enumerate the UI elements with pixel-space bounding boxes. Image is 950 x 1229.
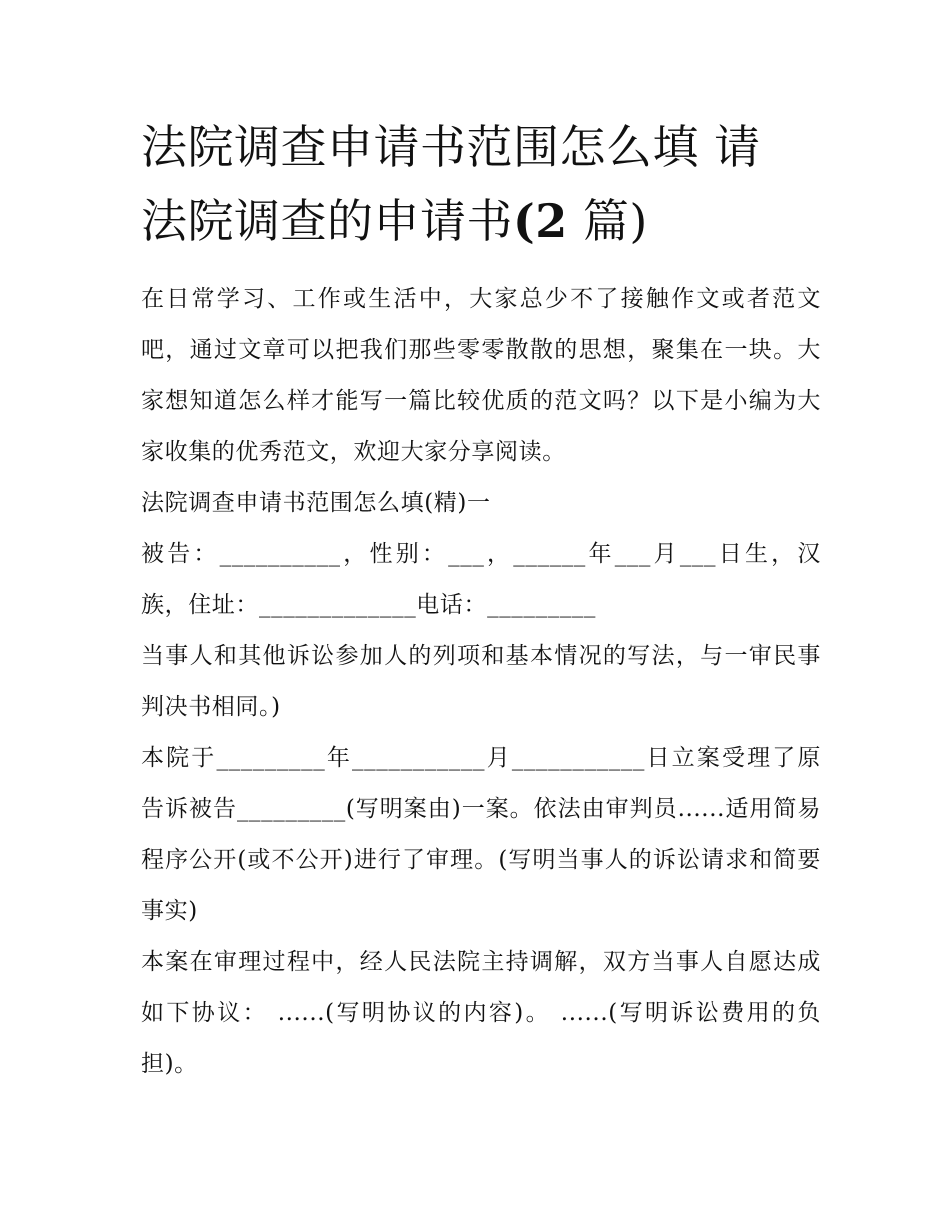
case-acceptance-paragraph: 本院于_________年___________月___________日立案受理了原告诉被告_________(写明案由)一案。依法由审判员......适用简易程序公开(或不公开)进行了审理。(写明当事人的诉讼请求和简要事实) xyxy=(141,745,821,924)
title-line-2-prefix: 法院调查的申请书 xyxy=(141,194,513,248)
defendant-info-paragraph: 被告：__________，性别：___，______年___月___日生，汉族，住址：_____________电话：_________ xyxy=(141,541,821,618)
party-note-paragraph: 当事人和其他诉讼参加人的列项和基本情况的写法，与一审民事判决书相同。) xyxy=(141,643,821,720)
document-page xyxy=(141,110,821,1090)
intro-paragraph: 在日常学习、工作或生活中，大家总少不了接触作文或者范文吧，通过文章可以把我们那些零零散散的思想，聚集在一块。大家想知道怎么样才能写一篇比较优质的范文吗？以下是小编为大家收集的优秀范文，欢迎大家分享阅读。 xyxy=(141,286,821,465)
title-line-2-suffix: 篇) xyxy=(567,194,648,248)
document-body xyxy=(141,274,821,1090)
mediation-paragraph: 本案在审理过程中，经人民法院主持调解，双方当事人自愿达成如下协议： ......(写明协议的内容)。 ......(写明诉讼费用的负担)。 xyxy=(141,949,821,1077)
title-count: (2 xyxy=(513,194,568,248)
title-line-1: 法院调查申请书范围怎么填 请 xyxy=(141,120,761,174)
document-title xyxy=(141,110,821,258)
section-heading: 法院调查申请书范围怎么填(精)一 xyxy=(141,490,491,516)
